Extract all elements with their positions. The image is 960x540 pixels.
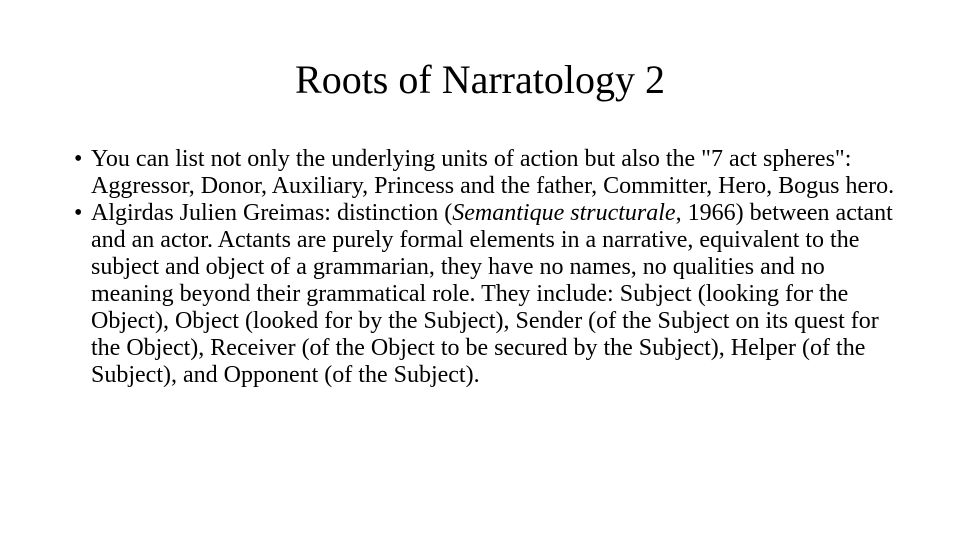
book-title: Semantique structurale <box>452 200 676 226</box>
slide-title: Roots of Narratology 2 <box>295 57 665 102</box>
bullet-item-greimas <box>72 200 902 389</box>
bullet-marker: • <box>74 146 83 172</box>
bullet-text-before: Algirdas Julien Greimas: distinction ( <box>91 200 453 226</box>
bullet-text-after: , 1966) between actant and an actor. Actants are purely formal elements in a narrative, equivalent to the subject and object of a grammarian, they have no names, no qualities and no meaning beyond their grammatical role. They include: Subject (looking for the Object), Object (looked for by the Subject), Sender (of the Subject on its quest for the Object), Receiver (of the Object to be secured by the Subject), Helper (of the Subject), and Opponent (of the Subject). <box>91 200 893 388</box>
bullet-list <box>72 146 902 389</box>
bullet-text: You can list not only the underlying units of action but also the "7 act spheres": Aggressor, Donor, Auxiliary, Princess and the father, Committer, Hero, Bogus hero. <box>91 146 895 199</box>
bullet-item-act-spheres <box>72 146 902 200</box>
bullet-marker: • <box>74 200 83 226</box>
